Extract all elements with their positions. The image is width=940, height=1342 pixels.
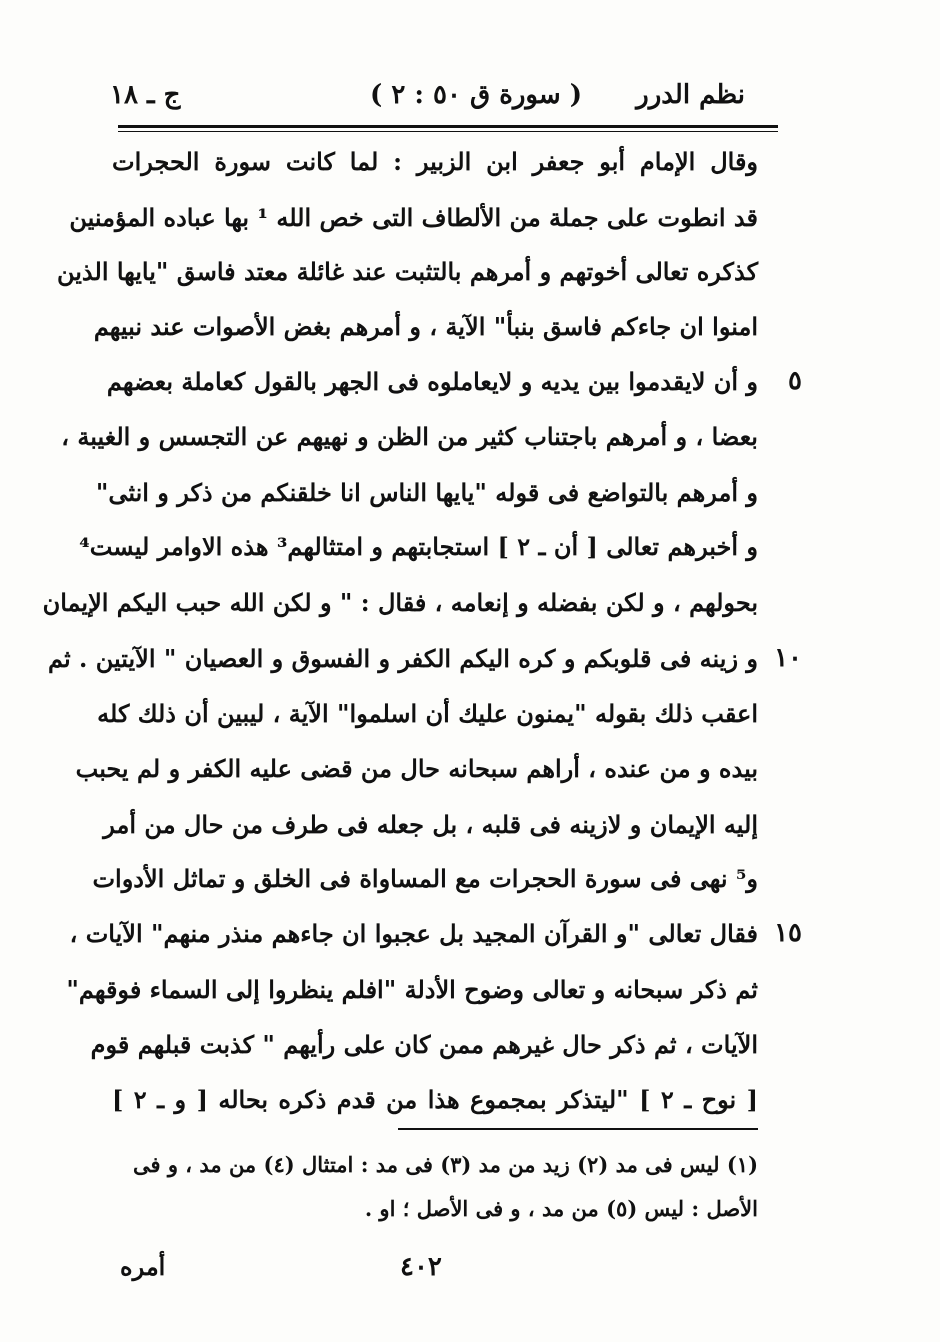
running-title: نظم الدرر [636, 80, 745, 110]
header-rule-thick [118, 125, 778, 128]
body-line: و أخبرهم تعالى [ أن ـ ٢ ] استجابتهم و امتثالهم³ هذه الاوامر ليست⁴ [79, 532, 758, 561]
body-line: اعقب ذلك بقوله "يمنون عليك أن اسلموا" الآية ، ليبين أن ذلك كله [97, 699, 758, 728]
body-line: [ نوح ـ ٢ ] "ليتذكر بمجموع هذا من قدم ذكره بحاله [ و ـ ٢ ] [112, 1085, 758, 1114]
body-line: و أمرهم بالتواضع فى قوله "يايها الناس انا خلقنكم من ذكر و انثى" [95, 478, 758, 507]
body-line: بيده و من عنده ، أراهم سبحانه حال من قضى عليه الكفر و لم يحبب [75, 754, 758, 783]
body-line: وقال الإمام أبو جعفر ابن الزبير : لما كانت سورة الحجرات [112, 147, 758, 176]
body-line: ثم ذكر سبحانه و تعالى وضوح الأدلة "افلم ينظروا إلى السماء فوقهم" [66, 975, 758, 1004]
body-line: امنوا ان جاءكم فاسق بنبأ" الآية ، و أمرهم بغض الأصوات عند نبيهم [93, 312, 758, 341]
footnote-line: الأصل : ليس (٥) من مد ، و فى الأصل ؛ او . [364, 1196, 758, 1221]
header-rule-thin [118, 131, 778, 132]
line-number-5: ٥ [788, 366, 802, 396]
body-line: بحولهم ، و لكن بفضله و إنعامه ، فقال : " و لكن الله حبب اليكم الإيمان [42, 588, 758, 617]
body-line: قد انطوت على جملة من الألطاف التى خص الله ¹ بها عباده المؤمنين [69, 203, 758, 232]
body-line: فقال تعالى "و القرآن المجيد بل عجبوا ان جاءهم منذر منهم" الآيات ، [69, 919, 758, 948]
footnote-separator [398, 1128, 758, 1130]
body-line: و⁵ نهى فى سورة الحجرات مع المساواة فى الخلق و تماثل الأدوات [92, 864, 758, 893]
catchword: أمره [120, 1252, 166, 1281]
body-line: إليه الإيمان و لازينه فى قلبه ، بل جعله فى طرف من حال من أمر [103, 810, 758, 839]
body-line: بعضا ، و أمرهم باجتناب كثير من الظن و نهيهم عن التجسس و الغيبة ، [61, 422, 758, 451]
page-number: ٤٠٢ [400, 1252, 442, 1282]
body-line: كذكره تعالى أخوتهم و أمرهم بالتثبت عند غائلة معتد فاسق "يايها الذين [56, 257, 758, 286]
body-line: و أن لايقدموا بين يديه و لايعاملوه فى الجهر بالقول كعاملة بعضهم [106, 367, 758, 396]
body-line: و زينه فى قلوبكم و كره اليكم الكفر و الفسوق و العصيان " الآيتين . ثم [48, 644, 758, 673]
line-number-15: ١٥ [774, 918, 802, 948]
surah-reference: ( سورة ق ٥٠ : ٢ ) [370, 80, 582, 110]
footnote-line: (١) ليس فى مد (٢) زيد من مد (٣) فى مد : امتثال (٤) من مد ، و فى [132, 1152, 758, 1177]
body-line: الآيات ، ثم ذكر حال غيرهم ممن كان على رأيهم " كذبت قبلهم قوم [90, 1030, 758, 1059]
line-number-10: ١٠ [774, 643, 802, 673]
volume-number: ج ـ ١٨ [110, 80, 181, 110]
